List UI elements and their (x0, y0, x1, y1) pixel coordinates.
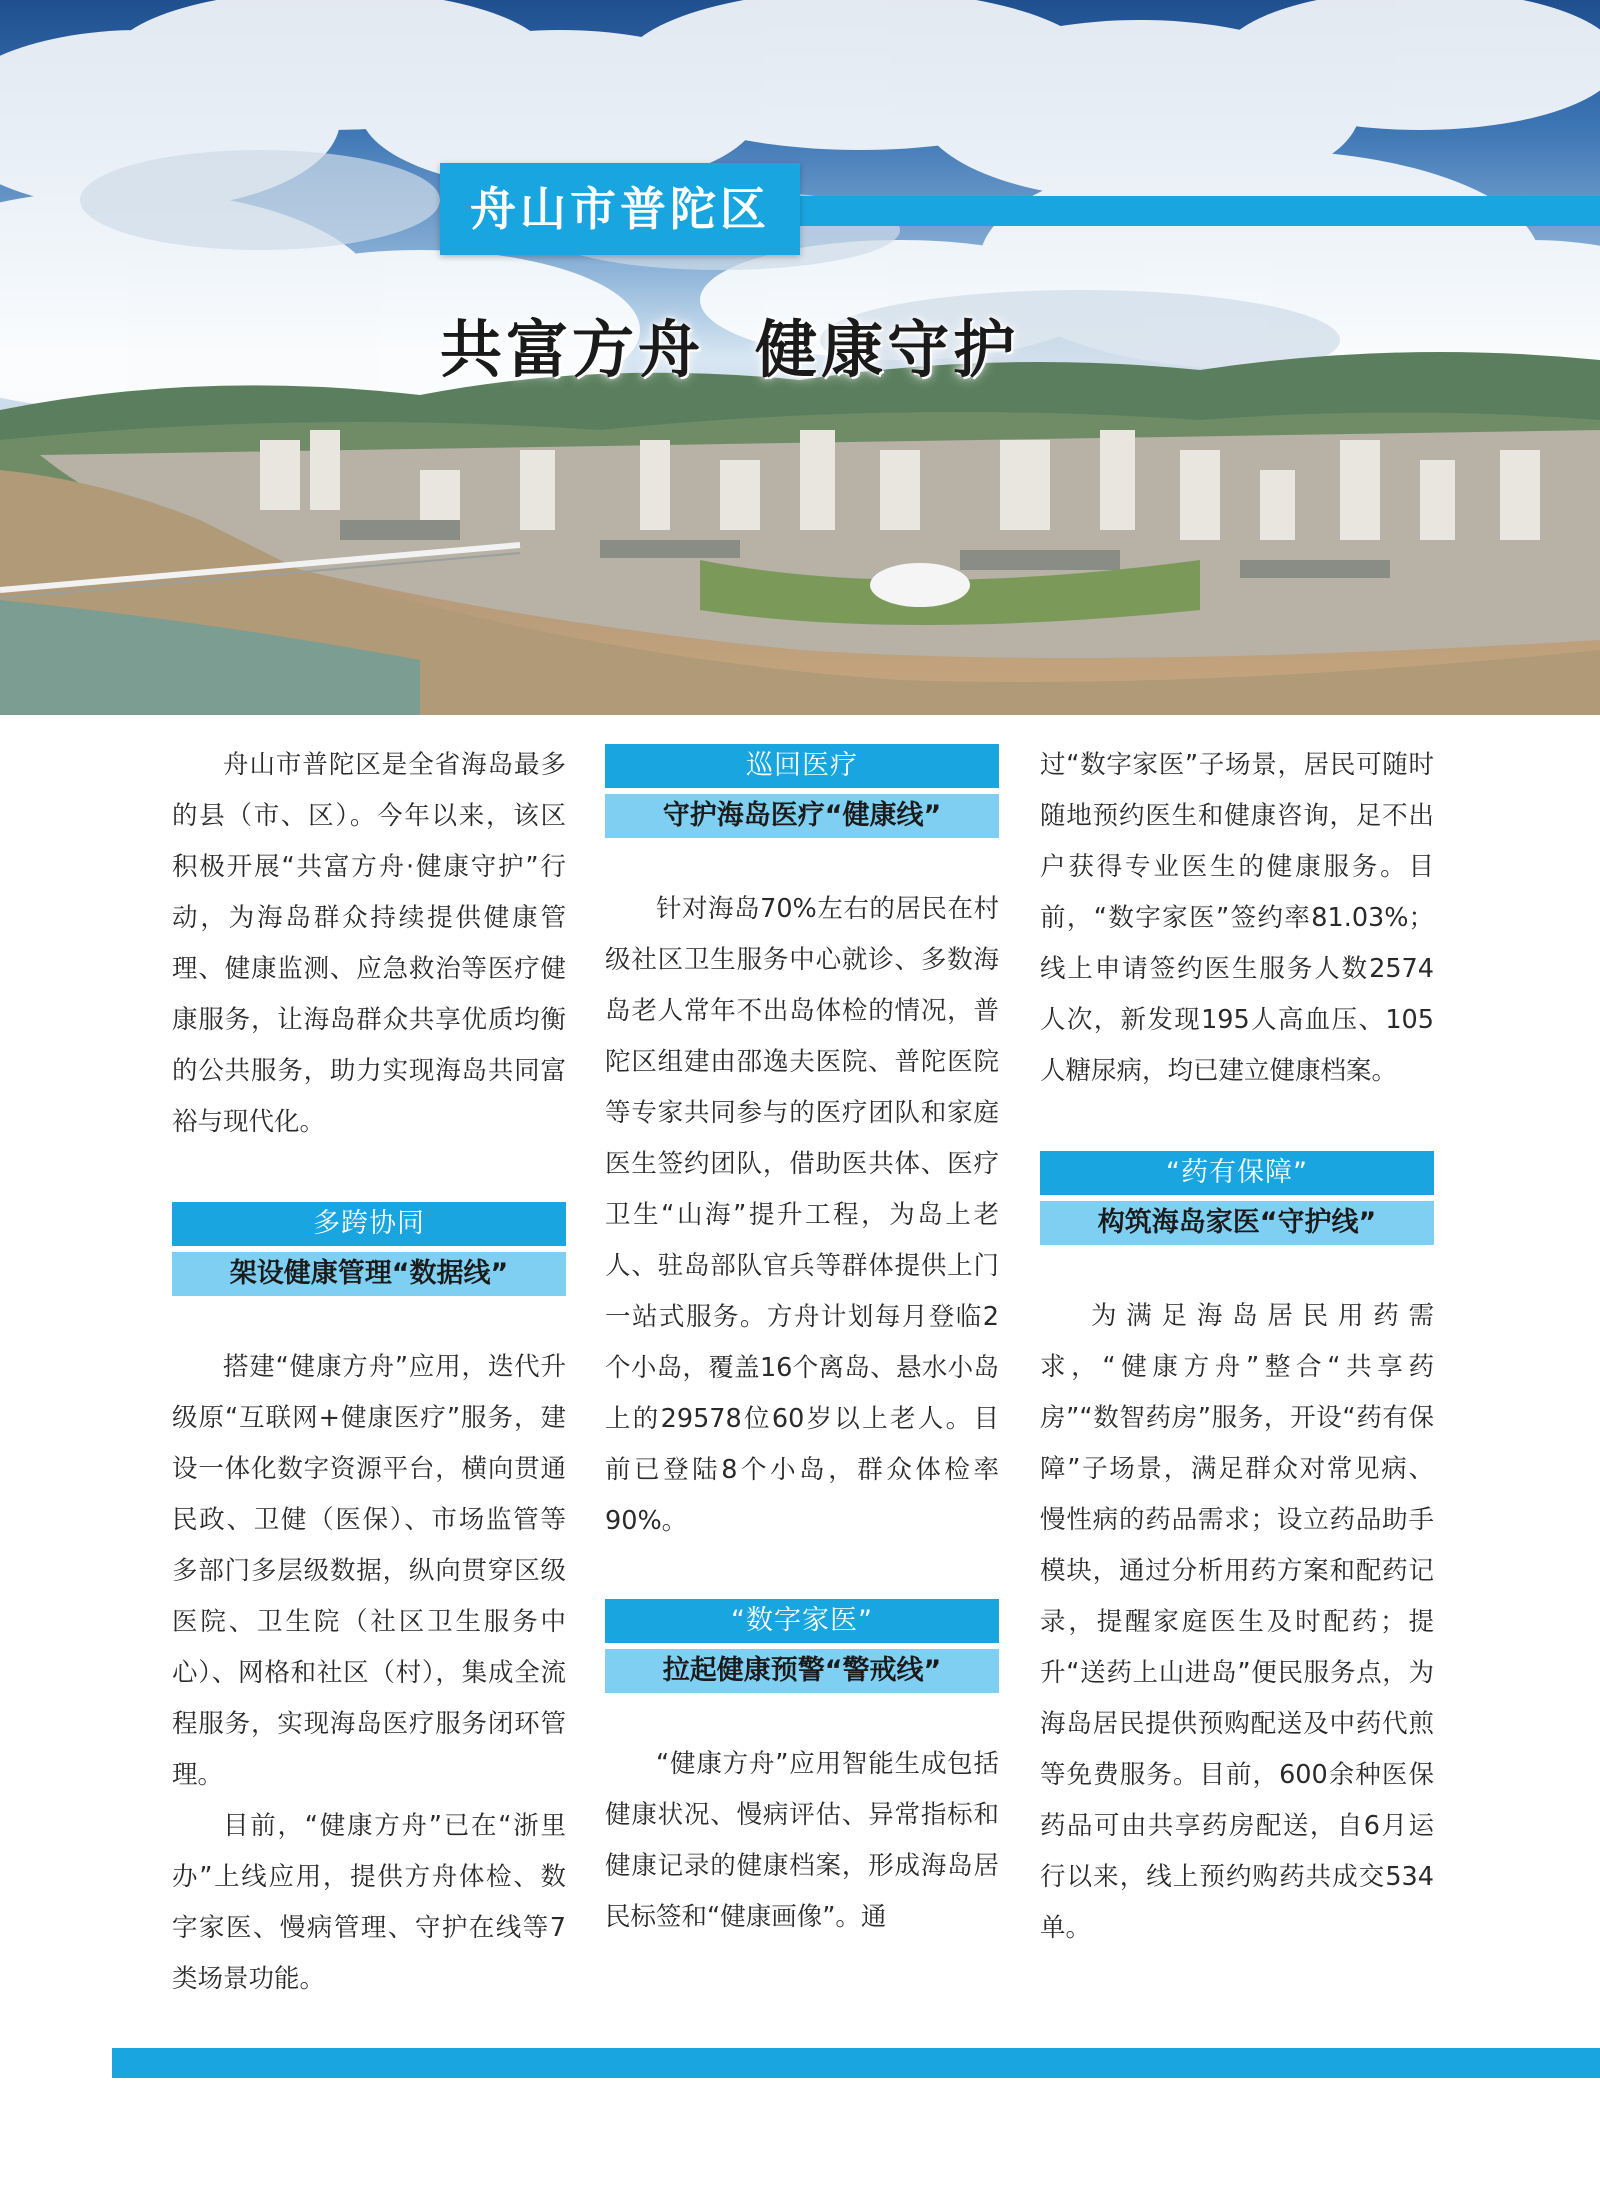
section-label: 巡回医疗 (605, 744, 999, 788)
section-label: “药有保障” (1040, 1151, 1434, 1195)
section-header-medicine (1040, 1151, 1434, 1245)
column-3 (1040, 740, 1434, 1954)
section-subtitle: 架设健康管理“数据线” (172, 1252, 566, 1296)
body-paragraph: 为满足海岛居民用药需求，“健康方舟”整合“共享药房”“数智药房”服务，开设“药有保障”子场景，满足群众对常见病、慢性病的药品需求；设立药品助手模块，通过分析用药方案和配药记录，提醒家庭医生及时配药；提升“送药上山进岛”便民服务点，为海岛居民提供预购配送及中药代煎等免费服务。目前，600余种医保药品可由共享药房配送，自6月运行以来，线上预约购药共成交534单。 (1040, 1301, 1434, 1943)
column-2 (605, 740, 999, 1943)
section-label: “数字家医” (605, 1599, 999, 1643)
hero-banner (0, 0, 1600, 715)
body-paragraph: 针对海岛70%左右的居民在村级社区卫生服务中心就诊、多数海岛老人常年不出岛体检的情况，普陀区组建由邵逸夫医院、普陀医院等专家共同参与的医疗团队和家庭医生签约团队，借助医共体、医疗卫生“山海”提升工程，为岛上老人、驻岛部队官兵等群体提供上门一站式服务。方舟计划每月登临2个小岛，覆盖16个离岛、悬水小岛上的29578位60岁以上老人。目前已登陆8个小岛，群众体检率90%。 (605, 894, 999, 1536)
section-subtitle: 构筑海岛家医“守护线” (1040, 1201, 1434, 1245)
region-tag: 舟山市普陀区 (440, 163, 800, 255)
section-header-coordination (172, 1202, 566, 1296)
section-header-mobile-medical (605, 744, 999, 838)
page-title: 共富方舟 健康守护 (440, 313, 1020, 386)
column-1 (172, 740, 566, 2005)
footer-bar (112, 2048, 1600, 2078)
body-paragraph: 目前，“健康方舟”已在“浙里办”上线应用，提供方舟体检、数字家医、慢病管理、守护在线等7类场景功能。 (172, 1811, 566, 1994)
body-paragraph-continued: 过“数字家医”子场景，居民可随时随地预约医生和健康咨询，足不出户获得专业医生的健康服务。目前，“数字家医”签约率81.03%；线上申请签约医生服务人数2574人次，新发现195人高血压、105人糖尿病，均已建立健康档案。 (1040, 750, 1434, 1086)
intro-paragraph: 舟山市普陀区是全省海岛最多的县（市、区）。今年以来，该区积极开展“共富方舟·健康守护”行动，为海岛群众持续提供健康管理、健康监测、应急救治等医疗健康服务，让海岛群众共享优质均衡的公共服务，助力实现海岛共同富裕与现代化。 (172, 750, 566, 1137)
section-label: 多跨协同 (172, 1202, 566, 1246)
section-subtitle: 守护海岛医疗“健康线” (605, 794, 999, 838)
section-header-digital-doctor (605, 1599, 999, 1693)
header-stripe (800, 196, 1600, 226)
section-subtitle: 拉起健康预警“警戒线” (605, 1649, 999, 1693)
body-paragraph: “健康方舟”应用智能生成包括健康状况、慢病评估、异常指标和健康记录的健康档案，形成海岛居民标签和“健康画像”。通 (605, 1749, 999, 1932)
body-paragraph: 搭建“健康方舟”应用，迭代升级原“互联网+健康医疗”服务，建设一体化数字资源平台，横向贯通民政、卫健（医保）、市场监管等多部门多层级数据，纵向贯穿区级医院、卫生院（社区卫生服务中心）、网格和社区（村），集成全流程服务，实现海岛医疗服务闭环管理。 (172, 1352, 566, 1790)
